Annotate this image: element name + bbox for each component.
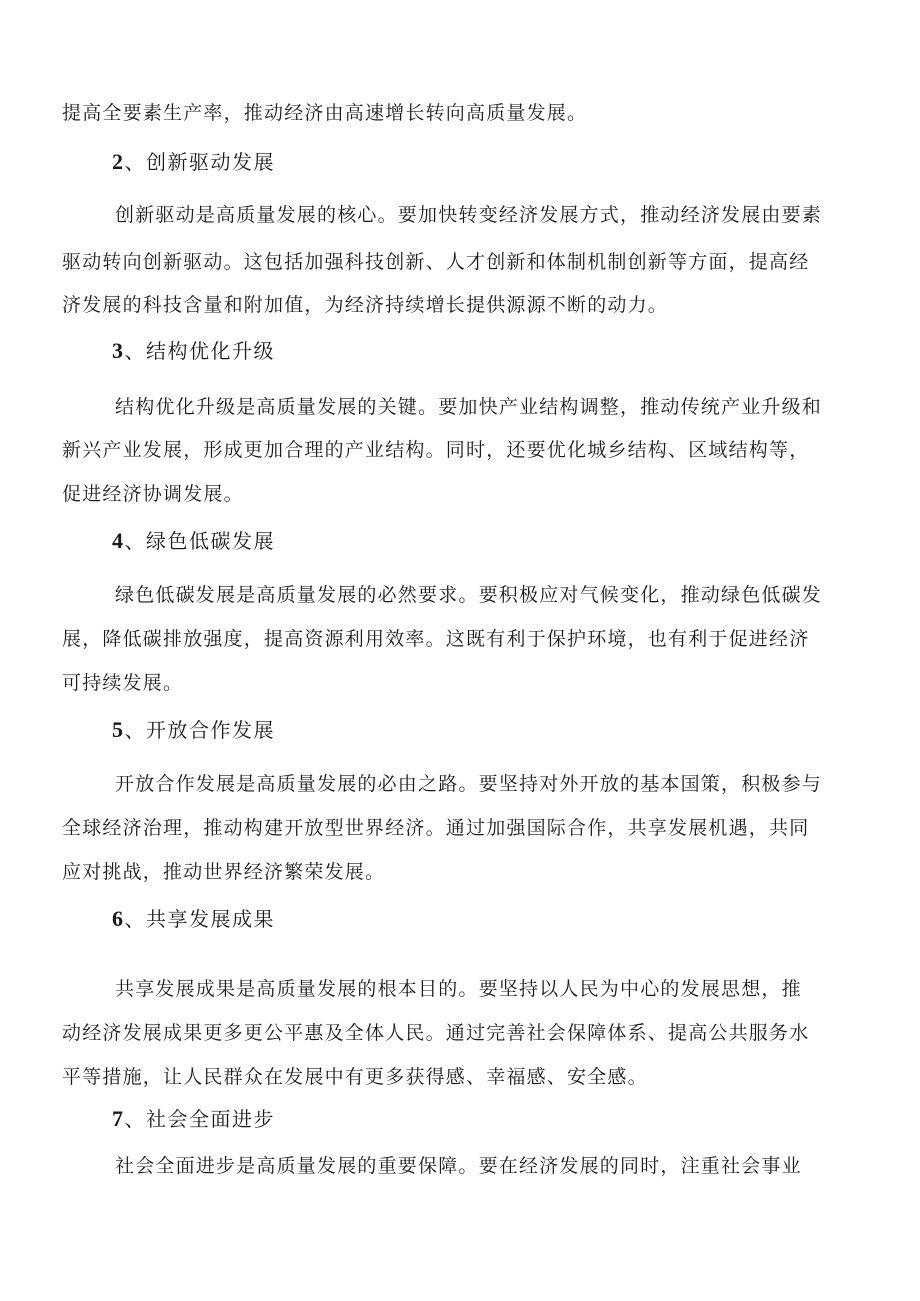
section-number: 2 — [112, 149, 125, 174]
paragraph-line: 驱动转向创新驱动。这包括加强科技创新、人才创新和体制机制创新等方面，提高经 — [62, 251, 810, 273]
section-title: 、社会全面进步 — [124, 1107, 275, 1131]
paragraph-line: 新兴产业发展，形成更加合理的产业结构。同时，还要优化城乡结构、区域结构等， — [62, 439, 810, 461]
section-title: 、共享发展成果 — [124, 907, 275, 931]
section-title: 、开放合作发展 — [124, 718, 275, 742]
section-heading-2 — [112, 150, 275, 174]
paragraph-line: 共享发展成果是高质量发展的根本目的。要坚持以人民为中心的发展思想，推 — [115, 978, 802, 1000]
paragraph-line: 结构优化升级是高质量发展的关键。要加快产业结构调整，推动传统产业升级和 — [115, 396, 823, 418]
paragraph-line: 动经济发展成果更多更公平惠及全体人民。通过完善社会保障体系、提高公共服务水 — [62, 1022, 810, 1044]
section-heading-7 — [112, 1107, 275, 1131]
section-heading-3 — [112, 339, 275, 363]
section-heading-5 — [112, 718, 275, 742]
paragraph-line: 可持续发展。 — [62, 672, 184, 694]
paragraph-line: 创新驱动是高质量发展的核心。要加快转变经济发展方式，推动经济发展由要素 — [115, 204, 823, 226]
paragraph-line: 全球经济治理，推动构建开放型世界经济。通过加强国际合作，共享发展机遇，共同 — [62, 817, 810, 839]
section-heading-6 — [112, 907, 275, 931]
section-heading-4 — [112, 529, 275, 553]
paragraph-line: 绿色低碳发展是高质量发展的必然要求。要积极应对气候变化，推动绿色低碳发 — [115, 584, 823, 606]
section-title: 、创新驱动发展 — [124, 150, 275, 174]
paragraph-line: 展，降低碳排放强度，提高资源利用效率。这既有利于保护环境，也有利于促进经济 — [62, 628, 810, 650]
paragraph-line: 平等措施，让人民群众在发展中有更多获得感、幸福感、安全感。 — [62, 1066, 648, 1088]
paragraph-line: 提高全要素生产率，推动经济由高速增长转向高质量发展。 — [62, 102, 588, 124]
paragraph-line: 应对挑战，推动世界经济繁荣发展。 — [62, 861, 386, 883]
section-title: 、绿色低碳发展 — [124, 529, 275, 553]
section-number: 7 — [112, 1106, 125, 1131]
section-number: 6 — [112, 906, 125, 931]
paragraph-line: 促进经济协调发展。 — [62, 483, 244, 505]
section-number: 4 — [112, 528, 125, 553]
paragraph-line: 济发展的科技含量和附加值，为经济持续增长提供源源不断的动力。 — [62, 294, 669, 316]
section-title: 、结构优化升级 — [124, 339, 275, 363]
paragraph-line: 社会全面进步是高质量发展的重要保障。要在经济发展的同时，注重社会事业 — [115, 1155, 802, 1177]
paragraph-line: 开放合作发展是高质量发展的必由之路。要坚持对外开放的基本国策，积极参与 — [115, 773, 823, 795]
section-number: 3 — [112, 338, 125, 363]
section-number: 5 — [112, 717, 125, 742]
